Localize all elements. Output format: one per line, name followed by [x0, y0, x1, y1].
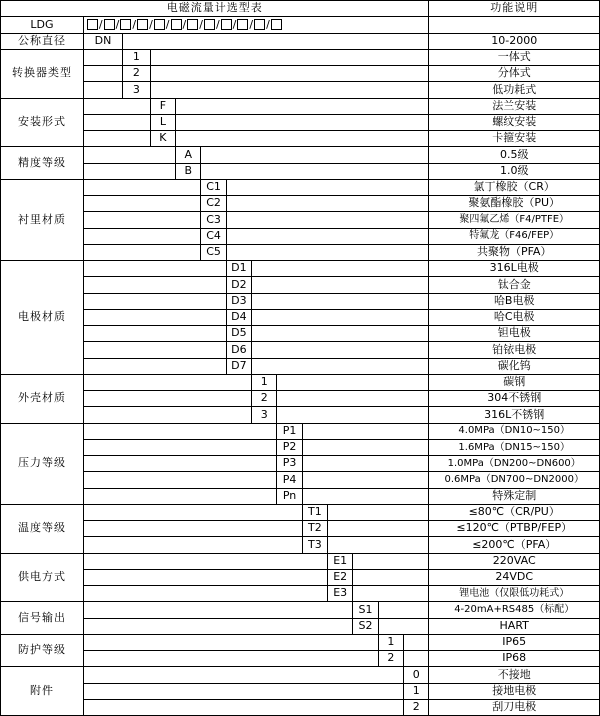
- row-power-supply-1: [1, 553, 600, 569]
- row-liner-material-3: [1, 212, 600, 228]
- spacer-cell: [83, 618, 352, 634]
- code-liner-material-2[interactable]: C2: [201, 196, 226, 212]
- spacer-cell: [201, 147, 429, 163]
- row-label-mounting-type: 安装形式: [1, 98, 84, 147]
- spacer-cell: [83, 553, 327, 569]
- spacer-cell: [150, 66, 429, 82]
- row-pressure-rating-3: [1, 456, 600, 472]
- code-electrode-material-2[interactable]: D2: [226, 277, 251, 293]
- code-power-supply-1[interactable]: E1: [328, 553, 353, 569]
- code-mounting-type-1[interactable]: F: [150, 98, 175, 114]
- desc-power-supply-1: 220VAC: [429, 553, 600, 569]
- desc-mounting-type-1: 法兰安装: [429, 98, 600, 114]
- code-pressure-rating-3[interactable]: P3: [277, 456, 302, 472]
- code-electrode-material-3[interactable]: D3: [226, 293, 251, 309]
- desc-pressure-rating-5: 特殊定制: [429, 488, 600, 504]
- spacer-cell: [378, 602, 429, 618]
- spacer-cell: [328, 504, 429, 520]
- row-converter-type-3: [1, 82, 600, 98]
- row-accessory-3: [1, 699, 600, 715]
- spacer-cell: [83, 147, 175, 163]
- spacer-cell: [252, 261, 429, 277]
- spacer-cell: [302, 488, 429, 504]
- code-electrode-material-5[interactable]: D5: [226, 326, 251, 342]
- spacer-cell: [83, 326, 226, 342]
- spacer-cell: [277, 407, 429, 423]
- desc-electrode-material-5: 钽电极: [429, 326, 600, 342]
- spacer-cell: [277, 374, 429, 390]
- desc-accuracy-class-1: 0.5级: [429, 147, 600, 163]
- spacer-cell: [83, 537, 302, 553]
- code-accessory-2[interactable]: 1: [404, 683, 429, 699]
- desc-housing-material-2: 304不锈钢: [429, 391, 600, 407]
- code-liner-material-5[interactable]: C5: [201, 244, 226, 260]
- row-electrode-material-3: [1, 293, 600, 309]
- spacer-cell: [83, 82, 122, 98]
- row-pressure-rating-2: [1, 439, 600, 455]
- spacer-cell: [252, 326, 429, 342]
- row-electrode-material-1: [1, 261, 600, 277]
- table-header-row: [1, 1, 600, 17]
- model-box-4[interactable]: [137, 19, 148, 30]
- row-pressure-rating-1: [1, 423, 600, 439]
- row-label-protection-class: 防护等级: [1, 634, 84, 667]
- row-label-liner-material: 衬里材质: [1, 179, 84, 260]
- desc-housing-material-3: 316L不锈钢: [429, 407, 600, 423]
- row-protection-class-1: [1, 634, 600, 650]
- spacer-cell: [83, 309, 226, 325]
- code-liner-material-3[interactable]: C3: [201, 212, 226, 228]
- code-electrode-material-6[interactable]: D6: [226, 342, 251, 358]
- spacer-cell: [83, 602, 352, 618]
- row-liner-material-4: [1, 228, 600, 244]
- code-converter-type-1[interactable]: 1: [123, 49, 151, 65]
- desc-electrode-material-7: 碳化钨: [429, 358, 600, 374]
- row-mounting-type-1: [1, 98, 600, 114]
- model-box-6[interactable]: [171, 19, 182, 30]
- code-pressure-rating-2[interactable]: P2: [277, 439, 302, 455]
- row-converter-type-1: [1, 49, 600, 65]
- row-housing-material-1: [1, 374, 600, 390]
- model-box-3[interactable]: [120, 19, 131, 30]
- desc-signal-output-1: 4-20mA+RS485（标配）: [429, 602, 600, 618]
- spacer-cell: [83, 277, 226, 293]
- model-box-9[interactable]: [221, 19, 232, 30]
- function-column-header: 功能说明: [429, 1, 600, 17]
- row-nominal-diameter: [1, 33, 600, 49]
- spacer-cell: [83, 634, 378, 650]
- spacer-cell: [353, 586, 429, 602]
- code-pressure-rating-1[interactable]: P1: [277, 423, 302, 439]
- code-signal-output-1[interactable]: S1: [353, 602, 378, 618]
- spacer-cell: [83, 293, 226, 309]
- desc-pressure-rating-3: 1.0MPa（DN200~DN600）: [429, 456, 600, 472]
- code-converter-type-3[interactable]: 3: [123, 82, 151, 98]
- spacer-cell: [226, 179, 429, 195]
- spacer-cell: [83, 504, 302, 520]
- code-temperature-rating-2[interactable]: T2: [302, 521, 327, 537]
- spacer-cell: [150, 82, 429, 98]
- desc-liner-material-1: 氯丁橡胶（CR）: [429, 179, 600, 195]
- row-pressure-rating-4: [1, 472, 600, 488]
- spacer-cell: [226, 244, 429, 260]
- spacer-cell: [302, 423, 429, 439]
- desc-mounting-type-2: 螺纹安装: [429, 114, 600, 130]
- spacer-cell: [83, 244, 200, 260]
- row-label-housing-material: 外壳材质: [1, 374, 84, 423]
- model-pattern-row: [1, 17, 600, 33]
- code-liner-material-1[interactable]: C1: [201, 179, 226, 195]
- desc-electrode-material-1: 316L电极: [429, 261, 600, 277]
- spacer-cell: [150, 49, 429, 65]
- desc-accessory-1: 不接地: [429, 667, 600, 683]
- row-label-temperature-rating: 温度等级: [1, 504, 84, 553]
- code-pressure-rating-5[interactable]: Pn: [277, 488, 302, 504]
- row-electrode-material-4: [1, 309, 600, 325]
- code-power-supply-2[interactable]: E2: [328, 569, 353, 585]
- code-electrode-material-1[interactable]: D1: [226, 261, 251, 277]
- code-converter-type-2[interactable]: 2: [123, 66, 151, 82]
- spacer-cell: [83, 66, 122, 82]
- spacer-cell: [226, 196, 429, 212]
- row-mounting-type-2: [1, 114, 600, 130]
- code-liner-material-4[interactable]: C4: [201, 228, 226, 244]
- desc-electrode-material-2: 钛合金: [429, 277, 600, 293]
- row-protection-class-2: [1, 651, 600, 667]
- desc-housing-material-1: 碳钢: [429, 374, 600, 390]
- row-liner-material-2: [1, 196, 600, 212]
- code-electrode-material-7[interactable]: D7: [226, 358, 251, 374]
- spacer-cell: [328, 521, 429, 537]
- desc-protection-class-1: IP65: [429, 634, 600, 650]
- row-electrode-material-7: [1, 358, 600, 374]
- row-accuracy-class-1: [1, 147, 600, 163]
- spacer-cell: [123, 33, 429, 49]
- model-pattern-cells: [83, 17, 429, 33]
- spacer-cell: [252, 342, 429, 358]
- spacer-cell: [176, 98, 429, 114]
- spacer-cell: [83, 49, 122, 65]
- spacer-cell: [252, 277, 429, 293]
- code-housing-material-1[interactable]: 1: [252, 374, 277, 390]
- desc-accessory-2: 接地电极: [429, 683, 600, 699]
- row-accuracy-class-2: [1, 163, 600, 179]
- desc-converter-type-1: 一体式: [429, 49, 600, 65]
- desc-electrode-material-6: 铂铱电极: [429, 342, 600, 358]
- model-box-1[interactable]: [87, 19, 98, 30]
- desc-signal-output-2: HART: [429, 618, 600, 634]
- code-accuracy-class-2[interactable]: B: [176, 163, 201, 179]
- code-electrode-material-4[interactable]: D4: [226, 309, 251, 325]
- spacer-cell: [252, 309, 429, 325]
- spacer-cell: [404, 634, 429, 650]
- spacer-cell: [83, 261, 226, 277]
- model-prefix: LDG: [1, 17, 84, 33]
- spacer-cell: [83, 456, 276, 472]
- row-temperature-rating-2: [1, 521, 600, 537]
- model-box-8[interactable]: [204, 19, 215, 30]
- desc-power-supply-2: 24VDC: [429, 569, 600, 585]
- spacer-cell: [302, 456, 429, 472]
- spacer-cell: [83, 472, 276, 488]
- spacer-cell: [83, 212, 200, 228]
- spacer-cell: [226, 212, 429, 228]
- desc-pressure-rating-2: 1.6MPa（DN15~150）: [429, 439, 600, 455]
- desc-pressure-rating-1: 4.0MPa（DN10~150）: [429, 423, 600, 439]
- model-box-10[interactable]: [237, 19, 248, 30]
- desc-liner-material-4: 特氟龙（F46/FEP）: [429, 228, 600, 244]
- desc-temperature-rating-3: ≤200℃（PFA）: [429, 537, 600, 553]
- desc-liner-material-5: 共聚物（PFA）: [429, 244, 600, 260]
- code-housing-material-2[interactable]: 2: [252, 391, 277, 407]
- row-electrode-material-2: [1, 277, 600, 293]
- spacer-cell: [353, 553, 429, 569]
- spacer-cell: [302, 439, 429, 455]
- code-pressure-rating-4[interactable]: P4: [277, 472, 302, 488]
- desc-accessory-3: 刮刀电极: [429, 699, 600, 715]
- model-box-12[interactable]: [271, 19, 282, 30]
- desc-liner-material-3: 聚四氟乙烯（F4/PTFE）: [429, 212, 600, 228]
- spacer-cell: [83, 651, 378, 667]
- spacer-cell: [302, 472, 429, 488]
- row-label-accuracy-class: 精度等级: [1, 147, 84, 180]
- code-mounting-type-3[interactable]: K: [150, 131, 175, 147]
- desc-converter-type-2: 分体式: [429, 66, 600, 82]
- row-label-converter-type: 转换器类型: [1, 49, 84, 98]
- row-temperature-rating-3: [1, 537, 600, 553]
- row-label-pressure-rating: 压力等级: [1, 423, 84, 504]
- spacer-cell: [83, 488, 276, 504]
- row-label-accessory: 附件: [1, 667, 84, 716]
- model-box-2[interactable]: [104, 19, 115, 30]
- row-label-electrode-material: 电极材质: [1, 261, 84, 375]
- row-signal-output-1: [1, 602, 600, 618]
- row-mounting-type-3: [1, 131, 600, 147]
- code-protection-class-2[interactable]: 2: [378, 651, 403, 667]
- desc-power-supply-3: 锂电池（仅限低功耗式）: [429, 586, 600, 602]
- spacer-cell: [83, 667, 403, 683]
- code-temperature-rating-1[interactable]: T1: [302, 504, 327, 520]
- code-power-supply-3[interactable]: E3: [328, 586, 353, 602]
- desc-accuracy-class-2: 1.0级: [429, 163, 600, 179]
- row-accessory-2: [1, 683, 600, 699]
- spacer-cell: [83, 699, 403, 715]
- row-label-nominal-diameter: 公称直径: [1, 33, 84, 49]
- spacer-cell: [328, 537, 429, 553]
- spacer-cell: [83, 586, 327, 602]
- row-power-supply-2: [1, 569, 600, 585]
- row-electrode-material-5: [1, 326, 600, 342]
- code-mounting-type-2[interactable]: L: [150, 114, 175, 130]
- row-power-supply-3: [1, 586, 600, 602]
- model-box-7[interactable]: [187, 19, 198, 30]
- model-box-11[interactable]: [254, 19, 265, 30]
- code-accessory-1[interactable]: 0: [404, 667, 429, 683]
- spacer-cell: [176, 131, 429, 147]
- desc-temperature-rating-2: ≤120℃（PTBP/FEP）: [429, 521, 600, 537]
- spacer-cell: [404, 651, 429, 667]
- spacer-cell: [83, 439, 276, 455]
- desc-liner-material-2: 聚氨酯橡胶（PU）: [429, 196, 600, 212]
- spacer-cell: [83, 521, 302, 537]
- model-pattern-desc: [429, 17, 600, 33]
- code-housing-material-3[interactable]: 3: [252, 407, 277, 423]
- spacer-cell: [83, 358, 226, 374]
- spacer-cell: [201, 163, 429, 179]
- code-accuracy-class-1[interactable]: A: [176, 147, 201, 163]
- code-temperature-rating-3[interactable]: T3: [302, 537, 327, 553]
- desc-electrode-material-4: 哈C电极: [429, 309, 600, 325]
- spacer-cell: [83, 342, 226, 358]
- spacer-cell: [83, 114, 150, 130]
- code-dn[interactable]: DN: [83, 33, 122, 49]
- spacer-cell: [353, 569, 429, 585]
- desc-pressure-rating-4: 0.6MPa（DN700~DN2000）: [429, 472, 600, 488]
- spacer-cell: [226, 228, 429, 244]
- code-accessory-3[interactable]: 2: [404, 699, 429, 715]
- spacer-cell: [83, 423, 276, 439]
- spacer-cell: [277, 391, 429, 407]
- spacer-cell: [83, 163, 175, 179]
- spacer-cell: [378, 618, 429, 634]
- row-converter-type-2: [1, 66, 600, 82]
- spacer-cell: [83, 391, 251, 407]
- code-protection-class-1[interactable]: 1: [378, 634, 403, 650]
- row-liner-material-1: [1, 179, 600, 195]
- spacer-cell: [83, 228, 200, 244]
- row-signal-output-2: [1, 618, 600, 634]
- row-housing-material-2: [1, 391, 600, 407]
- spacer-cell: [83, 179, 200, 195]
- row-accessory-1: [1, 667, 600, 683]
- spacer-cell: [252, 358, 429, 374]
- spacer-cell: [83, 374, 251, 390]
- desc-temperature-rating-1: ≤80℃（CR/PU）: [429, 504, 600, 520]
- row-temperature-rating-1: [1, 504, 600, 520]
- desc-electrode-material-3: 哈B电极: [429, 293, 600, 309]
- spacer-cell: [83, 131, 150, 147]
- spacer-cell: [83, 407, 251, 423]
- code-signal-output-2[interactable]: S2: [353, 618, 378, 634]
- spacer-cell: [252, 293, 429, 309]
- spacer-cell: [176, 114, 429, 130]
- table-title: 电磁流量计选型表: [1, 1, 429, 17]
- spacer-cell: [83, 683, 403, 699]
- row-label-power-supply: 供电方式: [1, 553, 84, 602]
- spacer-cell: [83, 196, 200, 212]
- model-pattern-boxes: / / / / / / / / / / /: [84, 17, 429, 32]
- desc-protection-class-2: IP68: [429, 651, 600, 667]
- row-pressure-rating-5: [1, 488, 600, 504]
- spacer-cell: [83, 98, 150, 114]
- row-liner-material-5: [1, 244, 600, 260]
- desc-mounting-type-3: 卡箍安装: [429, 131, 600, 147]
- row-electrode-material-6: [1, 342, 600, 358]
- desc-converter-type-3: 低功耗式: [429, 82, 600, 98]
- row-housing-material-3: [1, 407, 600, 423]
- model-box-5[interactable]: [154, 19, 165, 30]
- spacer-cell: [83, 569, 327, 585]
- desc-nominal-diameter: 10-2000: [429, 33, 600, 49]
- row-label-signal-output: 信号输出: [1, 602, 84, 635]
